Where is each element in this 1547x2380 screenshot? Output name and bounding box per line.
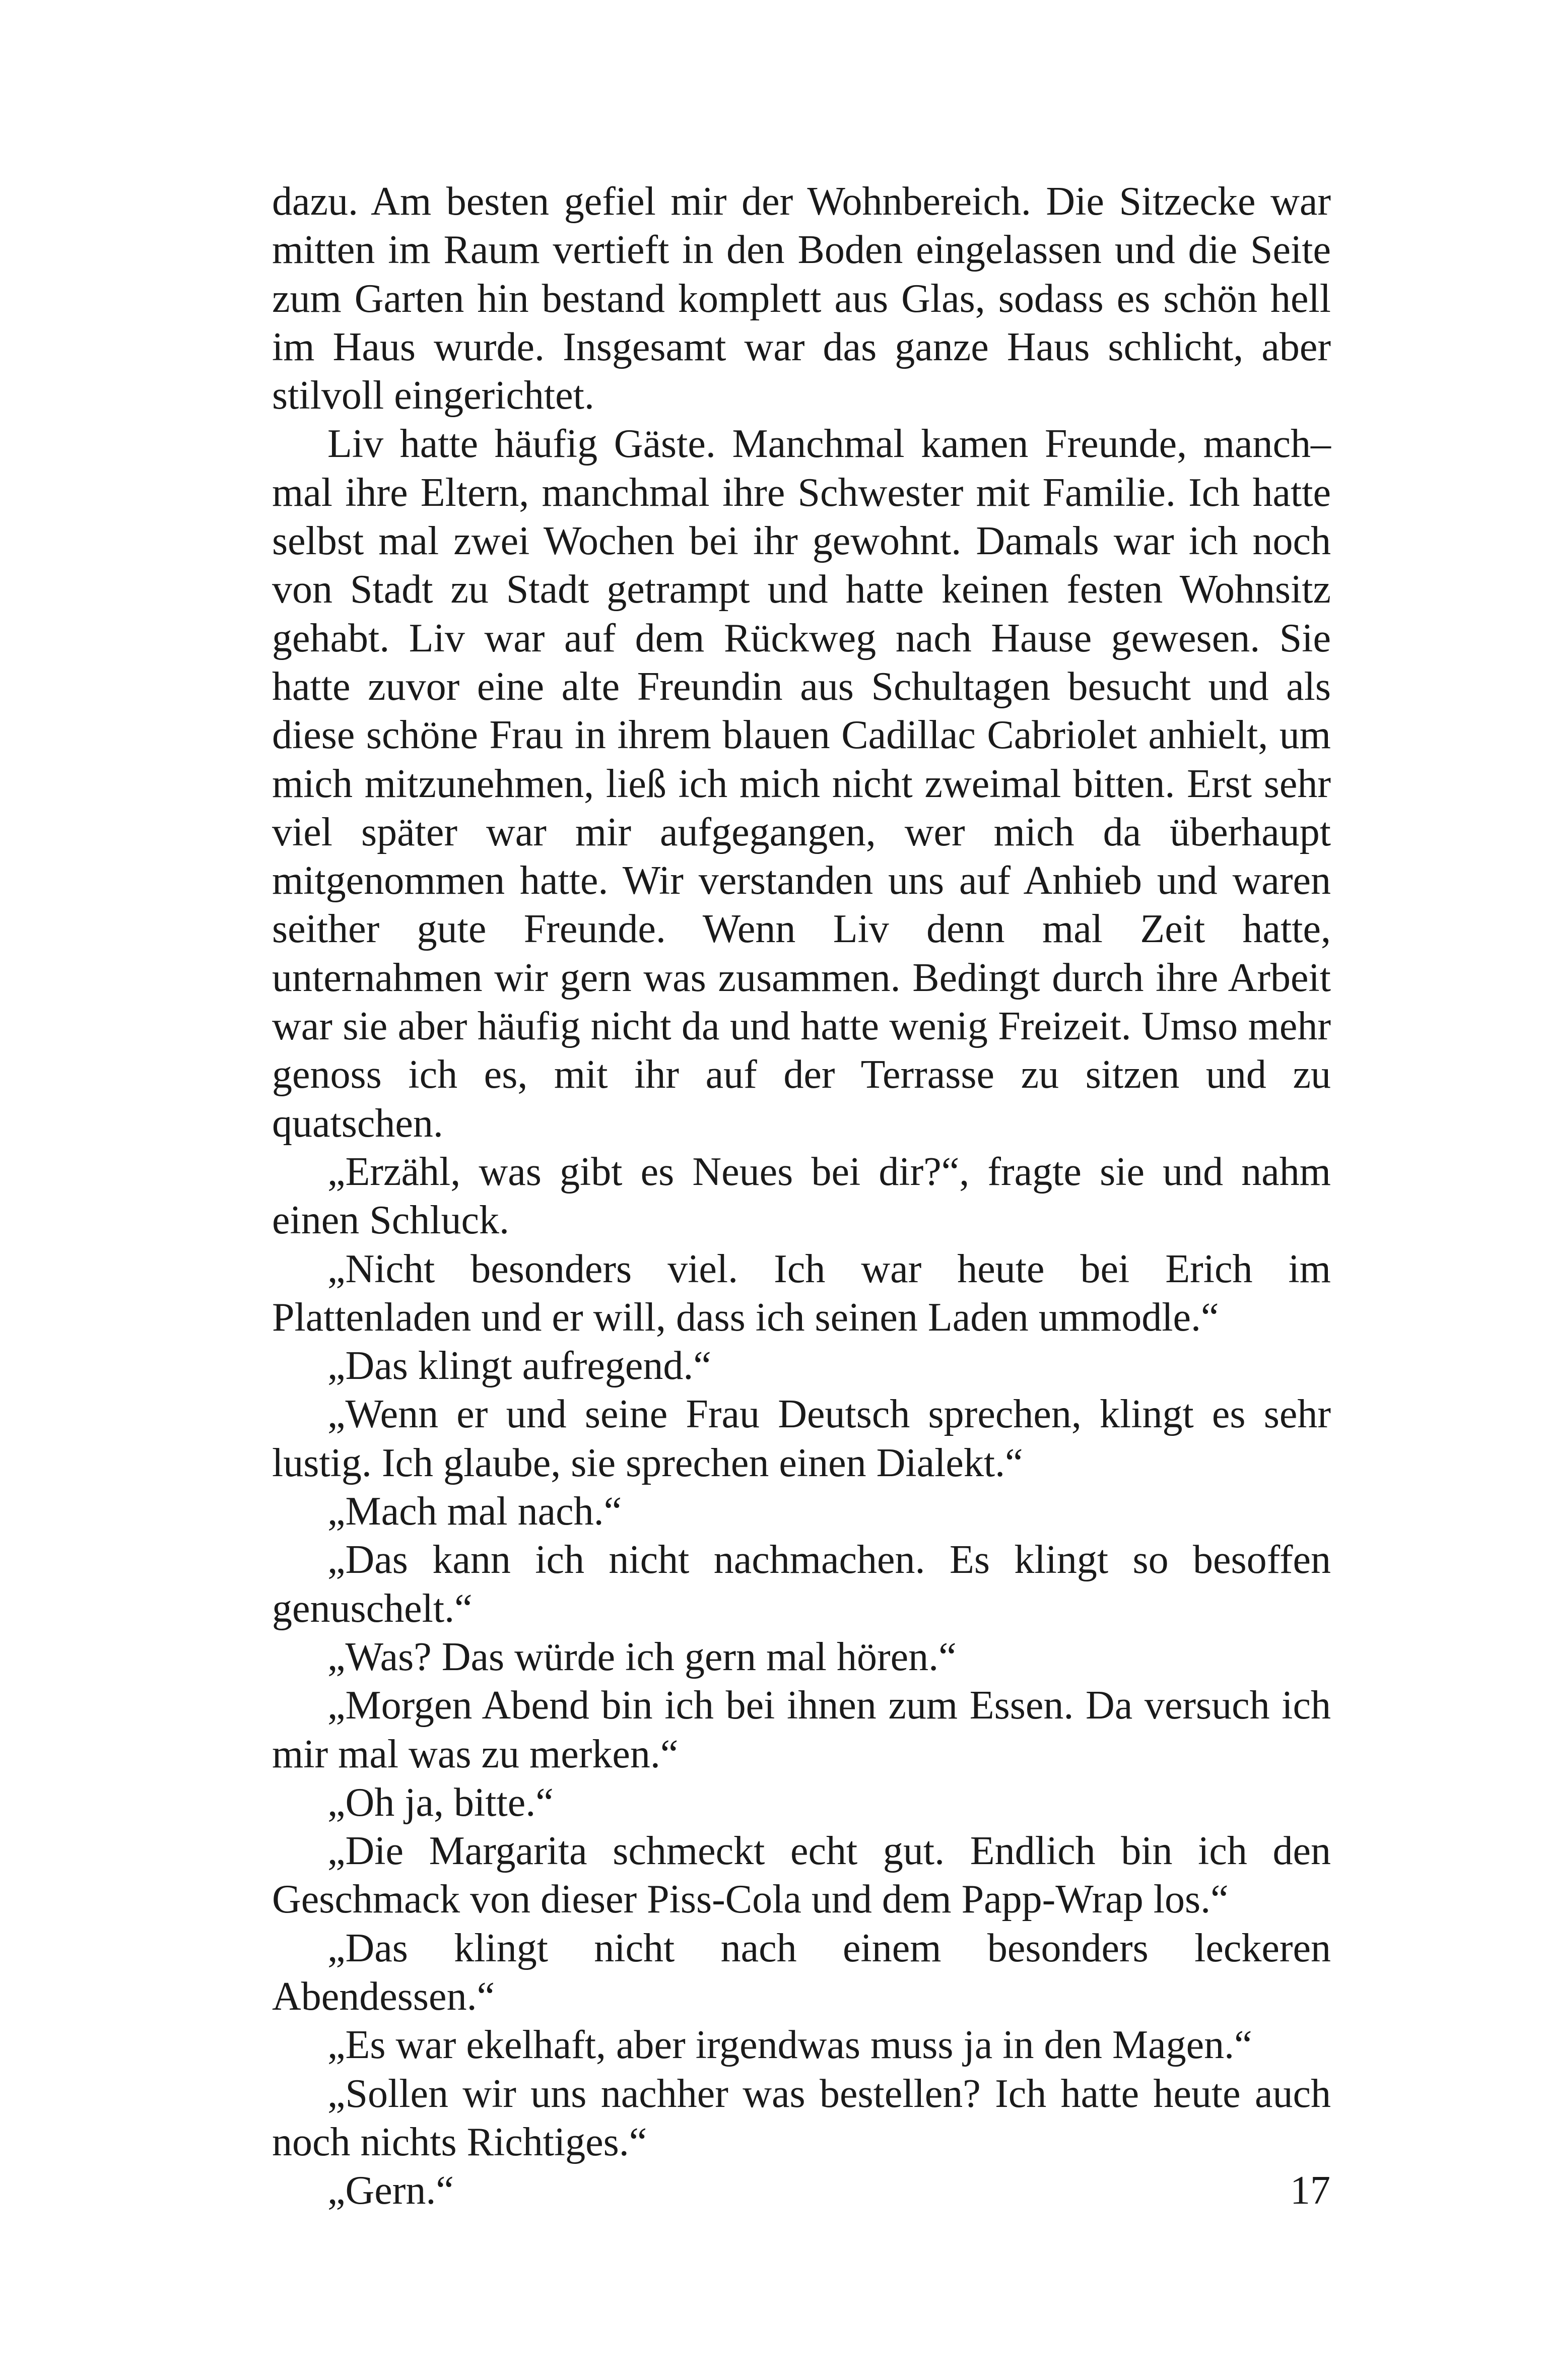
paragraph-continuation: dazu. Am besten gefiel mir der Wohnbereich. Die Sitzecke war mitten im Raum vertieft in den Boden eingelassen und die Seite zum Garten hin bestand komplett aus Glas, sodass es schön hell im Haus wurde. Insgesamt war das ganze Haus schlicht, aber stilvoll eingerichtet. (272, 179, 1331, 418)
dialogue-line: „Es war ekelhaft, aber irgendwas muss ja in den Magen.“ (327, 2023, 1252, 2068)
dialogue-line: „Erzähl, was gibt es Neues bei dir?“, fragte sie und nahm einen Schluck. (272, 1149, 1331, 1243)
dialogue-line: „Wenn er und seine Frau Deutsch sprechen, klingt es sehr lustig. Ich glaube, sie sprechen einen Dialekt.“ (272, 1392, 1331, 1485)
dialogue-line: „Sollen wir uns nachher was bestellen? Ich hatte heute auch noch nichts Richtiges.“ (272, 2071, 1331, 2164)
dialogue-line: „Mach mal nach.“ (327, 1489, 622, 1534)
paragraph: Liv hatte häufig Gäste. Manchmal kamen Freunde, manch–mal ihre Eltern, manchmal ihre Schwester mit Familie. Ich hatte selbst mal zwei Wochen bei ihr gewohnt. Damals war ich noch von Stadt zu Stadt getrampt und hatte keinen festen Wohnsitz gehabt. Liv war auf dem Rückweg nach Hause gewesen. Sie hatte zuvor eine alte Freundin aus Schultagen besucht und als diese schöne Frau in ihrem blauen Cadillac Cabriolet anhielt, um mich mitzunehmen, ließ ich mich nicht zweimal bitten. Erst sehr viel später war mir aufgegangen, wer mich da überhaupt mitgenommen hatte. Wir verstanden uns auf Anhieb und waren seither gute Freunde. Wenn Liv denn mal Zeit hatte, unternahmen wir gern was zusammen. Bedingt durch ihre Arbeit war sie aber häufig nicht da und hatte wenig Freizeit. Umso mehr genoss ich es, mit ihr auf der Terrasse zu sitzen und zu quatschen. (272, 422, 1331, 1146)
dialogue-line: „Morgen Abend bin ich bei ihnen zum Essen. Da versuch ich mir mal was zu merken.“ (272, 1683, 1331, 1776)
dialogue-line: „Gern.“ (327, 2168, 454, 2213)
dialogue-line: „Das kann ich nicht nachmachen. Es klingt so besoffen genuschelt.“ (272, 1538, 1331, 1631)
dialogue-line: „Nicht besonders viel. Ich war heute bei Erich im Plattenladen und er will, dass ich seinen Laden ummodle.“ (272, 1246, 1331, 1340)
dialogue-line: „Das klingt nicht nach einem besonders leckeren Abendessen.“ (272, 1926, 1331, 2019)
dialogue-line: „Oh ja, bitte.“ (327, 1780, 554, 1825)
body-text (272, 177, 1331, 2215)
dialogue-line: „Was? Das würde ich gern mal hören.“ (327, 1634, 957, 1679)
page-number: 17 (1290, 2168, 1330, 2213)
dialogue-line: „Das klingt aufregend.“ (327, 1344, 711, 1389)
dialogue-line: „Die Margarita schmeckt echt gut. Endlich bin ich den Geschmack von dieser Piss-Cola und dem Papp-Wrap los.“ (272, 1829, 1331, 1922)
